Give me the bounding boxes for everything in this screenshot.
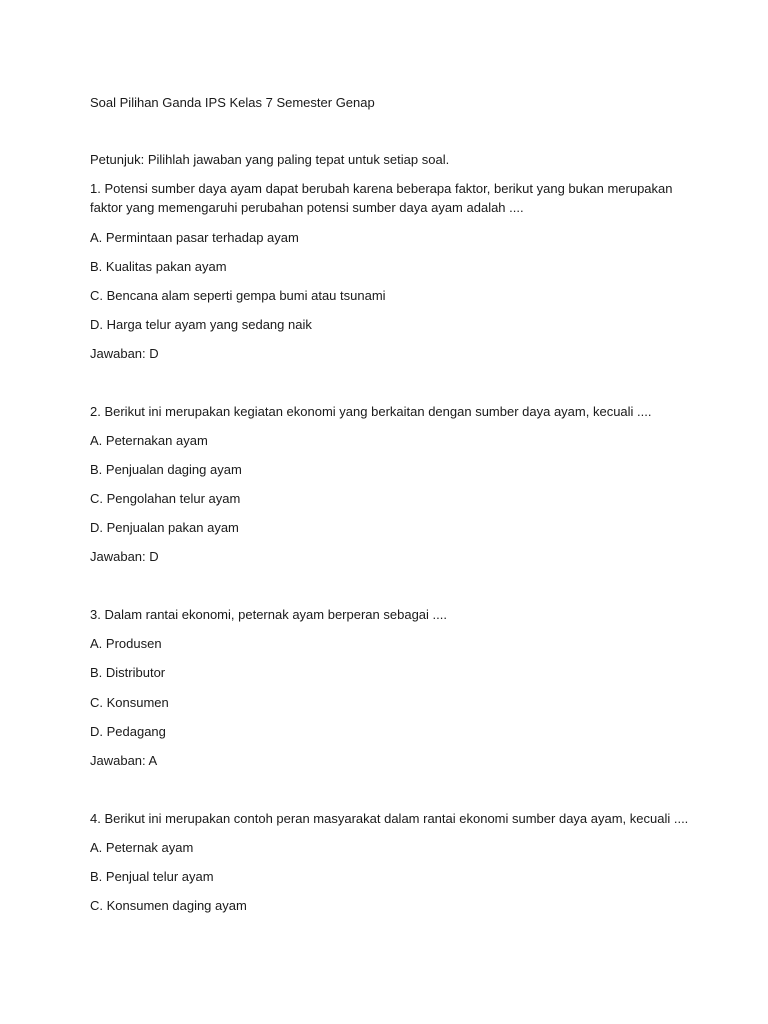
- question-4-option-b: B. Penjual telur ayam: [90, 869, 214, 884]
- question-3-option-d: D. Pedagang: [90, 724, 166, 739]
- question-1-answer: Jawaban: D: [90, 346, 159, 361]
- question-1-text: 1. Potensi sumber daya ayam dapat berubah karena beberapa faktor, berikut yang bukan merupakan faktor yang memengaruhi perubahan potensi sumber daya ayam adalah ....: [90, 181, 673, 215]
- question-4-option-a: A. Peternak ayam: [90, 840, 194, 855]
- question-2-text: 2. Berikut ini merupakan kegiatan ekonomi yang berkaitan dengan sumber daya ayam, kecuali ....: [90, 404, 652, 419]
- question-3-option-a: A. Produsen: [90, 636, 162, 651]
- question-3-option-c: C. Konsumen: [90, 695, 169, 710]
- question-3-answer: Jawaban: A: [90, 753, 158, 768]
- question-1-option-b: B. Kualitas pakan ayam: [90, 259, 227, 274]
- question-1-option-d: D. Harga telur ayam yang sedang naik: [90, 317, 312, 332]
- question-1-option-a: A. Permintaan pasar terhadap ayam: [90, 230, 299, 245]
- document-title: Soal Pilihan Ganda IPS Kelas 7 Semester Genap: [90, 95, 375, 110]
- instructions-text: Petunjuk: Pilihlah jawaban yang paling tepat untuk setiap soal.: [90, 152, 450, 167]
- question-3-text: 3. Dalam rantai ekonomi, peternak ayam berperan sebagai ....: [90, 607, 447, 622]
- question-2-option-a: A. Peternakan ayam: [90, 433, 208, 448]
- question-2-answer: Jawaban: D: [90, 549, 159, 564]
- question-1-option-c: C. Bencana alam seperti gempa bumi atau tsunami: [90, 288, 386, 303]
- question-3-option-b: B. Distributor: [90, 665, 166, 680]
- question-4-text: 4. Berikut ini merupakan contoh peran masyarakat dalam rantai ekonomi sumber daya ayam, kecuali ....: [90, 811, 689, 826]
- question-2-option-c: C. Pengolahan telur ayam: [90, 491, 241, 506]
- question-2-option-b: B. Penjualan daging ayam: [90, 462, 242, 477]
- question-2-option-d: D. Penjualan pakan ayam: [90, 520, 239, 535]
- question-4-option-c: C. Konsumen daging ayam: [90, 898, 247, 913]
